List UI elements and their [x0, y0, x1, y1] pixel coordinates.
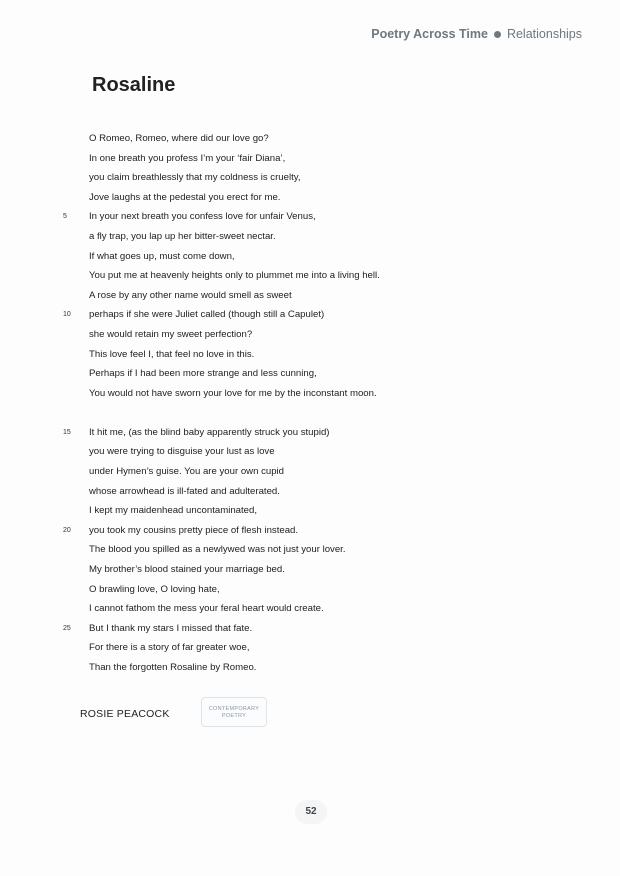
line-text: You would not have sworn your love for me by the inconstant moon. [89, 387, 377, 399]
line-text: O Romeo, Romeo, where did our love go? [89, 133, 269, 144]
contemporary-poetry-badge [201, 697, 267, 727]
line-text: you were trying to disguise your lust as love [89, 446, 275, 458]
poem-line [0, 560, 620, 580]
poem-line [0, 658, 620, 678]
line-text: In your next breath you confess love for unfair Venus, [89, 211, 316, 223]
poem-title: Rosaline [92, 74, 176, 96]
line-text: You put me at heavenly heights only to plummet me into a living hell. [89, 270, 380, 282]
badge-line-1: CONTEMPORARY [208, 706, 260, 712]
page-number: 52 [295, 800, 327, 824]
line-text: In one breath you profess I’m your ‘fair Diana’, [89, 152, 286, 164]
line-text: I cannot fathom the mess your feral heart would create. [89, 603, 324, 615]
line-text: If what goes up, must come down, [89, 250, 235, 262]
line-text: O brawling love, O loving hate, [89, 583, 220, 595]
line-number: 25 [63, 624, 71, 632]
badge-line-2: POETRY [221, 713, 247, 719]
poem-line [0, 247, 620, 267]
line-text: Perhaps if I had been more strange and less cunning, [89, 368, 317, 380]
poem-line [0, 286, 620, 306]
poem-line [0, 619, 620, 639]
running-header [371, 27, 582, 41]
poem-line [0, 442, 620, 462]
poem-body [0, 129, 620, 678]
poem-line [0, 540, 620, 560]
poem-line [0, 384, 620, 404]
poem-line [0, 227, 620, 247]
line-text: A rose by any other name would smell as sweet [89, 289, 292, 301]
stanza [0, 423, 620, 678]
poem-line [0, 364, 620, 384]
poem-line [0, 188, 620, 208]
poem-line [0, 149, 620, 169]
line-text: This love feel I, that feel no love in this. [89, 348, 255, 360]
line-text: perhaps if she were Juliet called (though still a Capulet) [89, 309, 325, 321]
line-number: 5 [63, 213, 67, 221]
poem-line [0, 521, 620, 541]
line-text: I kept my maidenhead uncontaminated, [89, 505, 257, 517]
poem-line [0, 599, 620, 619]
line-number: 10 [63, 311, 71, 319]
poem-line [0, 168, 620, 188]
line-text: My brother’s blood stained your marriage bed. [89, 563, 285, 575]
line-text: For there is a story of far greater woe, [89, 642, 250, 654]
line-text: Than the forgotten Rosaline by Romeo. [89, 661, 257, 673]
poem-line [0, 345, 620, 365]
poem-line [0, 129, 620, 149]
line-number: 20 [63, 526, 71, 534]
line-text: Jove laughs at the pedestal you erect for me. [89, 191, 281, 203]
section-title: Relationships [506, 27, 582, 41]
poem-line [0, 638, 620, 658]
line-text: But I thank my stars I missed that fate. [89, 622, 253, 634]
poem-line [0, 266, 620, 286]
series-title: Poetry Across Time [371, 27, 488, 41]
poem-line [0, 580, 620, 600]
line-text: whose arrowhead is ill-fated and adulterated. [89, 485, 280, 497]
line-text: under Hymen’s guise. You are your own cupid [89, 466, 285, 477]
line-text: she would retain my sweet perfection? [89, 328, 253, 340]
poem-line [0, 482, 620, 502]
poem-line [0, 325, 620, 345]
line-text: you took my cousins pretty piece of flesh instead. [89, 524, 299, 536]
poem-line [0, 423, 620, 443]
poem-line [0, 462, 620, 482]
line-text: It hit me, (as the blind baby apparently struck you stupid) [89, 426, 330, 438]
line-text: a fly trap, you lap up her bitter-sweet nectar. [89, 230, 276, 242]
line-number: 15 [63, 428, 71, 436]
line-text: you claim breathlessly that my coldness is cruelty, [89, 172, 301, 184]
poem-author: ROSIE PEACOCK [80, 708, 170, 720]
poem-line [0, 305, 620, 325]
line-text: The blood you spilled as a newlywed was not just your lover. [89, 544, 346, 556]
poem-line [0, 501, 620, 521]
bullet-dot-icon [494, 31, 501, 38]
stanza [0, 129, 620, 403]
poem-line [0, 207, 620, 227]
